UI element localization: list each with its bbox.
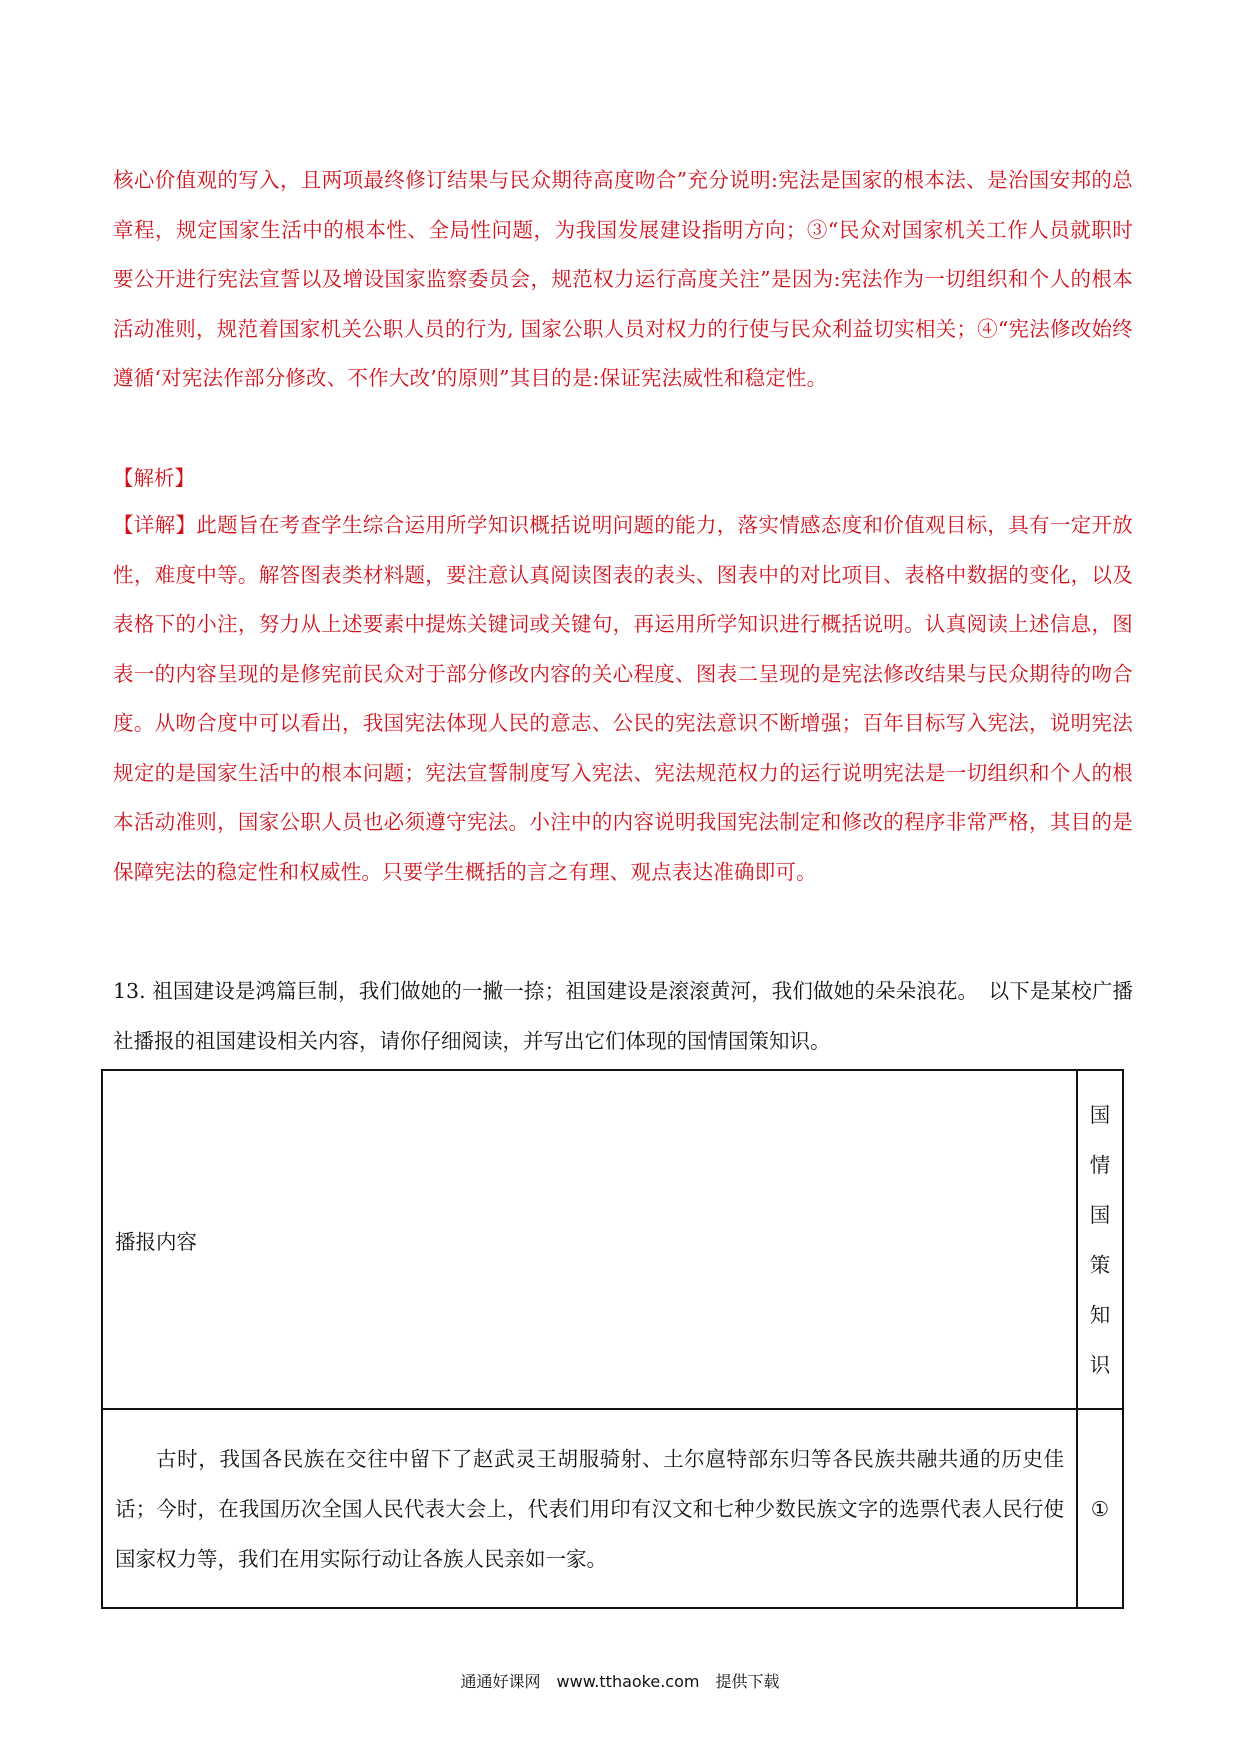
jiexi-label: 【解析】 <box>113 466 195 490</box>
header-char: 情 <box>1089 1152 1111 1177</box>
table-header-row <box>102 1070 1123 1409</box>
header-char: 识 <box>1089 1352 1111 1377</box>
question-13-text: 13. 祖国建设是鸿篇巨制，我们做她的一撇一捺；祖国建设是滚滚黄河，我们做她的朵朵浪花。 以下是某校广播社播报的祖国建设相关内容，请你仔细阅读，并写出它们体现的国情国策知识。 <box>113 979 1133 1053</box>
header-char: 国 <box>1089 1202 1111 1227</box>
header-char: 策 <box>1089 1252 1111 1277</box>
header-char: 知 <box>1089 1302 1111 1327</box>
header-knowledge <box>1077 1070 1123 1409</box>
row-broadcast-content: 古时，我国各民族在交往中留下了赵武灵王胡服骑射、土尔扈特部东归等各民族共融共通的历史佳话；今时，在我国历次全国人民代表大会上，代表们用印有汉文和七种少数民族文字的选票代表人民行使国家权力等，我们在用实际行动让各族人民亲如一家。 <box>102 1409 1077 1608</box>
question-13-table <box>101 1069 1124 1609</box>
analysis-answer-paragraph: 核心价值观的写入，且两项最终修订结果与民众期待高度吻合”充分说明:宪法是国家的根本法、是治国安邦的总章程，规定国家生活中的根本性、全局性问题，为我国发展建设指明方向；③“民众对国家机关工作人员就职时要公开进行宪法宣誓以及增设国家监察委员会，规范权力运行高度关注”是因为:宪法作为一切组织和个人的根本活动准则，规范着国家机关公职人员的行为, 国家公职人员对权力的行使与民众利益切实相关；④“宪法修改始终遵循‘对宪法作部分修改、不作大改’的原则”其目的是:保证宪法威性和稳定性。 <box>113 168 1133 390</box>
page-footer: 通通好课网 www.tthaoke.com 提供下载 <box>460 1672 780 1691</box>
row-answer-slot: ① <box>1077 1409 1123 1608</box>
detail-paragraph: 【详解】此题旨在考查学生综合运用所学知识概括说明问题的能力，落实情感态度和价值观目标，具有一定开放性，难度中等。解答图表类材料题，要注意认真阅读图表的表头、图表中的对比项目、表格中数据的变化，以及表格下的小注，努力从上述要素中提炼关键词或关键句，再运用所学知识进行概括说明。认真阅读上述信息，图表一的内容呈现的是修宪前民众对于部分修改内容的关心程度、图表二呈现的是宪法修改结果与民众期待的吻合度。从吻合度中可以看出，我国宪法体现人民的意志、公民的宪法意识不断增强；百年目标写入宪法，说明宪法规定的是国家生活中的根本问题；宪法宣誓制度写入宪法、宪法规范权力的运行说明宪法是一切组织和个人的根本活动准则，国家公职人员也必须遵守宪法。小注中的内容说明我国宪法制定和修改的程序非常严格，其目的是保障宪法的稳定性和权威性。只要学生概括的言之有理、观点表达准确即可。 <box>113 513 1133 884</box>
header-broadcast-content: 播报内容 <box>102 1070 1077 1409</box>
header-char: 国 <box>1089 1102 1111 1127</box>
table-row <box>102 1409 1123 1608</box>
